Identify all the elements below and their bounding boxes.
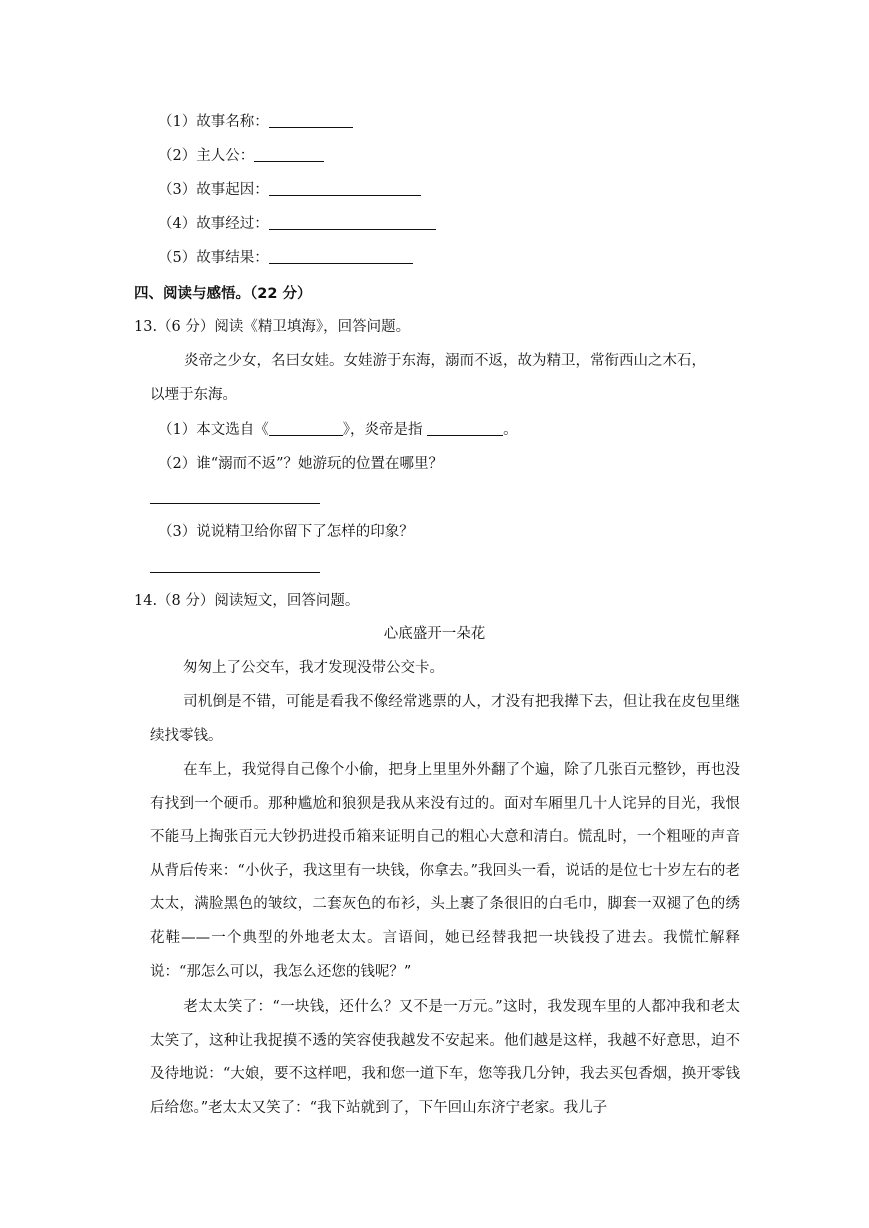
story-item-label: （5）故事结果： xyxy=(158,250,269,266)
answer-line[interactable] xyxy=(150,503,320,504)
section-title: 四、阅读与感悟。（22 分） xyxy=(134,286,312,302)
q13-passage-line2: 以堙于东海。 xyxy=(150,387,237,403)
q13-sub1-text: 》，炎帝是指 xyxy=(342,422,423,438)
paragraph-text: 匆匆上了公交车，我才发现没带公交卡。 xyxy=(183,660,444,676)
answer-blank[interactable] xyxy=(269,249,413,264)
passage-paragraph-3 xyxy=(150,754,740,989)
passage-paragraph-4 xyxy=(150,991,740,1125)
q14-header: 14.（8 分）阅读短文，回答问题。 xyxy=(134,593,360,609)
story-item-label: （4）故事经过： xyxy=(158,216,269,232)
q13-passage-line1: 炎帝之少女，名曰女娃。女娃游于东海，溺而不返，故为精卫，常衔西山之木石， xyxy=(184,353,706,369)
answer-blank[interactable] xyxy=(269,113,353,128)
story-item-cause xyxy=(158,180,421,200)
passage-paragraph-1 xyxy=(150,652,740,686)
passage-title: 心底盛开一朵花 xyxy=(383,626,486,642)
paragraph-text: 在车上，我觉得自己像个小偷，把身上里里外外翻了个遍，除了几张百元整钞，再也没有找到一个硬币。那种尴尬和狼狈是我从来没有过的。面对车厢里几十人诧异的目光，我恨不能马上掏张百元大钞扔进投币箱来证明自己的粗心大意和清白。慌乱时，一个粗哑的声音从背后传来：“小伙子，我这里有一块钱，你拿去。”我回头一看，说话的是位七十岁左右的老太太，满脸黑色的皱纹，二套灰色的布衫，头上裹了条很旧的白毛巾，脚套一双褪了色的绣花鞋——一个典型的外地老太太。言语间，她已经替我把一块钱投了进去。我慌忙解释说：“那怎么可以，我怎么还您的钱呢？” xyxy=(150,762,740,980)
story-item-protagonist xyxy=(158,146,324,166)
q13-header: 13.（6 分）阅读《精卫填海》，回答问题。 xyxy=(134,319,411,335)
story-item-name xyxy=(158,112,353,132)
story-item-label: （3）故事起因： xyxy=(158,182,269,198)
story-item-label: （1）故事名称： xyxy=(158,114,269,130)
q13-sub1 xyxy=(158,420,518,440)
answer-line[interactable] xyxy=(150,572,320,573)
story-item-label: （2）主人公： xyxy=(158,148,255,164)
q13-sub2: （2）谁“溺而不返”？她游玩的位置在哪里？ xyxy=(158,456,444,472)
q13-sub1-text: 。 xyxy=(503,422,518,438)
answer-blank[interactable] xyxy=(269,215,436,230)
paragraph-text: 老太太笑了：“一块钱，还什么？又不是一万元。”这时，我发现车里的人都冲我和老太太笑了，这种让我捉摸不透的笑容使我越发不安起来。他们越是这样，我越不好意思，迫不及待地说：“大娘，要不这样吧，我和您一道下车，您等我几分钟，我去买包香烟，换开零钱后给您。”老太太又笑了：“我下站就到了，下午回山东济宁老家。我儿子 xyxy=(150,999,740,1116)
q13-sub3: （3）说说精卫给你留下了怎样的印象？ xyxy=(158,524,414,540)
answer-blank[interactable] xyxy=(269,421,343,436)
passage-paragraph-2 xyxy=(150,686,740,753)
answer-blank[interactable] xyxy=(427,421,503,436)
story-item-process xyxy=(158,214,436,234)
story-item-result xyxy=(158,248,413,268)
q13-sub1-text: （1）本文选自《 xyxy=(158,422,269,438)
answer-blank[interactable] xyxy=(269,181,421,196)
answer-blank[interactable] xyxy=(254,147,324,162)
paragraph-text: 司机倒是不错，可能是看我不像经常逃票的人，才没有把我撵下去，但让我在皮包里继续找零钱。 xyxy=(150,694,740,744)
